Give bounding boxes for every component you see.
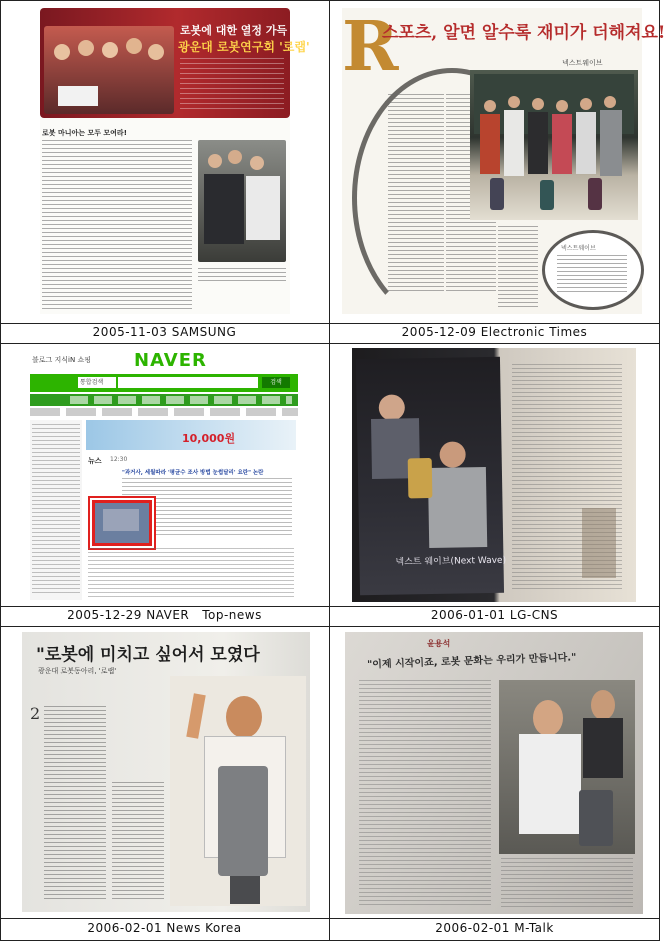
nk-headline: "로봇에 미치고 싶어서 모였다 <box>36 645 260 665</box>
etimes-callout <box>542 230 644 310</box>
samsung-banner <box>40 8 310 118</box>
big-r-logo: R <box>342 7 399 87</box>
caption-mtalk: 2006-02-01 M-Talk <box>435 921 554 935</box>
student-photo <box>198 140 286 262</box>
lgcns-caption-text: 넥스트 웨이브(Next Wave) <box>395 555 507 568</box>
caption-newskorea: 2006-02-01 News Korea <box>87 921 242 935</box>
newskorea-magazine <box>22 632 310 912</box>
search-scope-select[interactable]: 통합검색 <box>78 377 116 388</box>
sub-menu <box>30 408 298 416</box>
news-time: 12:30 <box>110 456 128 463</box>
robot-small <box>579 790 613 846</box>
group-photo <box>44 26 174 114</box>
grid-line <box>659 0 660 941</box>
callout-label: 넥스트웨이브 <box>561 245 596 252</box>
mtalk-photo <box>499 680 635 854</box>
grid-line <box>0 0 1 941</box>
search-button[interactable]: 검색 <box>262 377 290 388</box>
left-sidebar <box>30 420 82 600</box>
search-input[interactable] <box>118 377 258 388</box>
etimes-headline: 스포츠, 알면 알수록 재미가 더해져요! <box>382 23 665 43</box>
person-left <box>379 394 405 420</box>
promo-amount: 10,000원 <box>182 432 236 445</box>
section-head: 로봇 마니아는 모두 모여라! <box>42 129 127 137</box>
caption-etimes: 2005-12-09 Electronic Times <box>401 325 588 339</box>
student-face-1 <box>533 700 563 736</box>
naver-screenshot <box>30 350 298 600</box>
search-bar <box>30 374 298 392</box>
robot <box>408 458 433 498</box>
grid-line <box>0 0 660 1</box>
nav-link-shop[interactable]: 쇼핑 <box>77 356 92 364</box>
team-photo <box>470 70 638 220</box>
mtalk-magazine <box>345 632 643 914</box>
etimes-clipping <box>342 7 665 314</box>
dark-photo-page <box>356 357 507 595</box>
etimes-subline: 넥스트웨이브 <box>562 59 603 67</box>
banner-title: 로봇에 대한 열정 가득 <box>180 24 288 37</box>
grid-line <box>0 918 660 919</box>
student-face-2 <box>591 690 615 720</box>
mtalk-kicker: 윤용석 <box>427 639 451 648</box>
nk-dropcap: 2 <box>30 704 41 723</box>
grid-line <box>0 606 660 607</box>
promo-banner[interactable] <box>86 420 296 450</box>
nk-subhead: 광운대 로봇동아리, '로랩' <box>38 667 117 675</box>
grid-line <box>329 0 330 941</box>
caption-samsung: 2005-11-03 SAMSUNG <box>92 325 237 339</box>
caption-naver: 2005-12-29 NAVER Top-news <box>67 608 262 622</box>
student-face <box>226 696 262 738</box>
highlighted-news-thumb[interactable] <box>92 500 152 546</box>
grid-line <box>0 626 660 627</box>
news-headline-1[interactable]: "과거사, 세월따라 '평균수 조사 방법 눈썹달리' 요란" 논란 <box>122 470 264 476</box>
robot-frame <box>218 766 268 876</box>
lgcns-magazine <box>352 348 636 602</box>
nav-link-kin[interactable]: 지식iN <box>54 356 76 364</box>
raised-arm <box>186 693 205 738</box>
naver-logo[interactable]: NAVER <box>134 350 207 371</box>
student-with-robot-photo <box>170 676 306 906</box>
grid-line <box>0 323 660 324</box>
samsung-clipping <box>40 8 310 314</box>
banner-subtitle: 광운대 로봇연구회 '로랩' <box>178 40 310 54</box>
naver-top-links <box>32 355 91 365</box>
person-right <box>439 441 465 467</box>
news-label[interactable]: 뉴스 <box>88 457 102 465</box>
mtalk-headline: "이제 시작이죠, 로봇 문화는 우리가 만듭니다." <box>366 652 577 671</box>
service-menu <box>30 394 298 406</box>
grid-line <box>0 343 660 344</box>
caption-lgcns: 2006-01-01 LG-CNS <box>430 608 559 622</box>
nav-link-blog[interactable]: 블로그 <box>32 356 53 364</box>
